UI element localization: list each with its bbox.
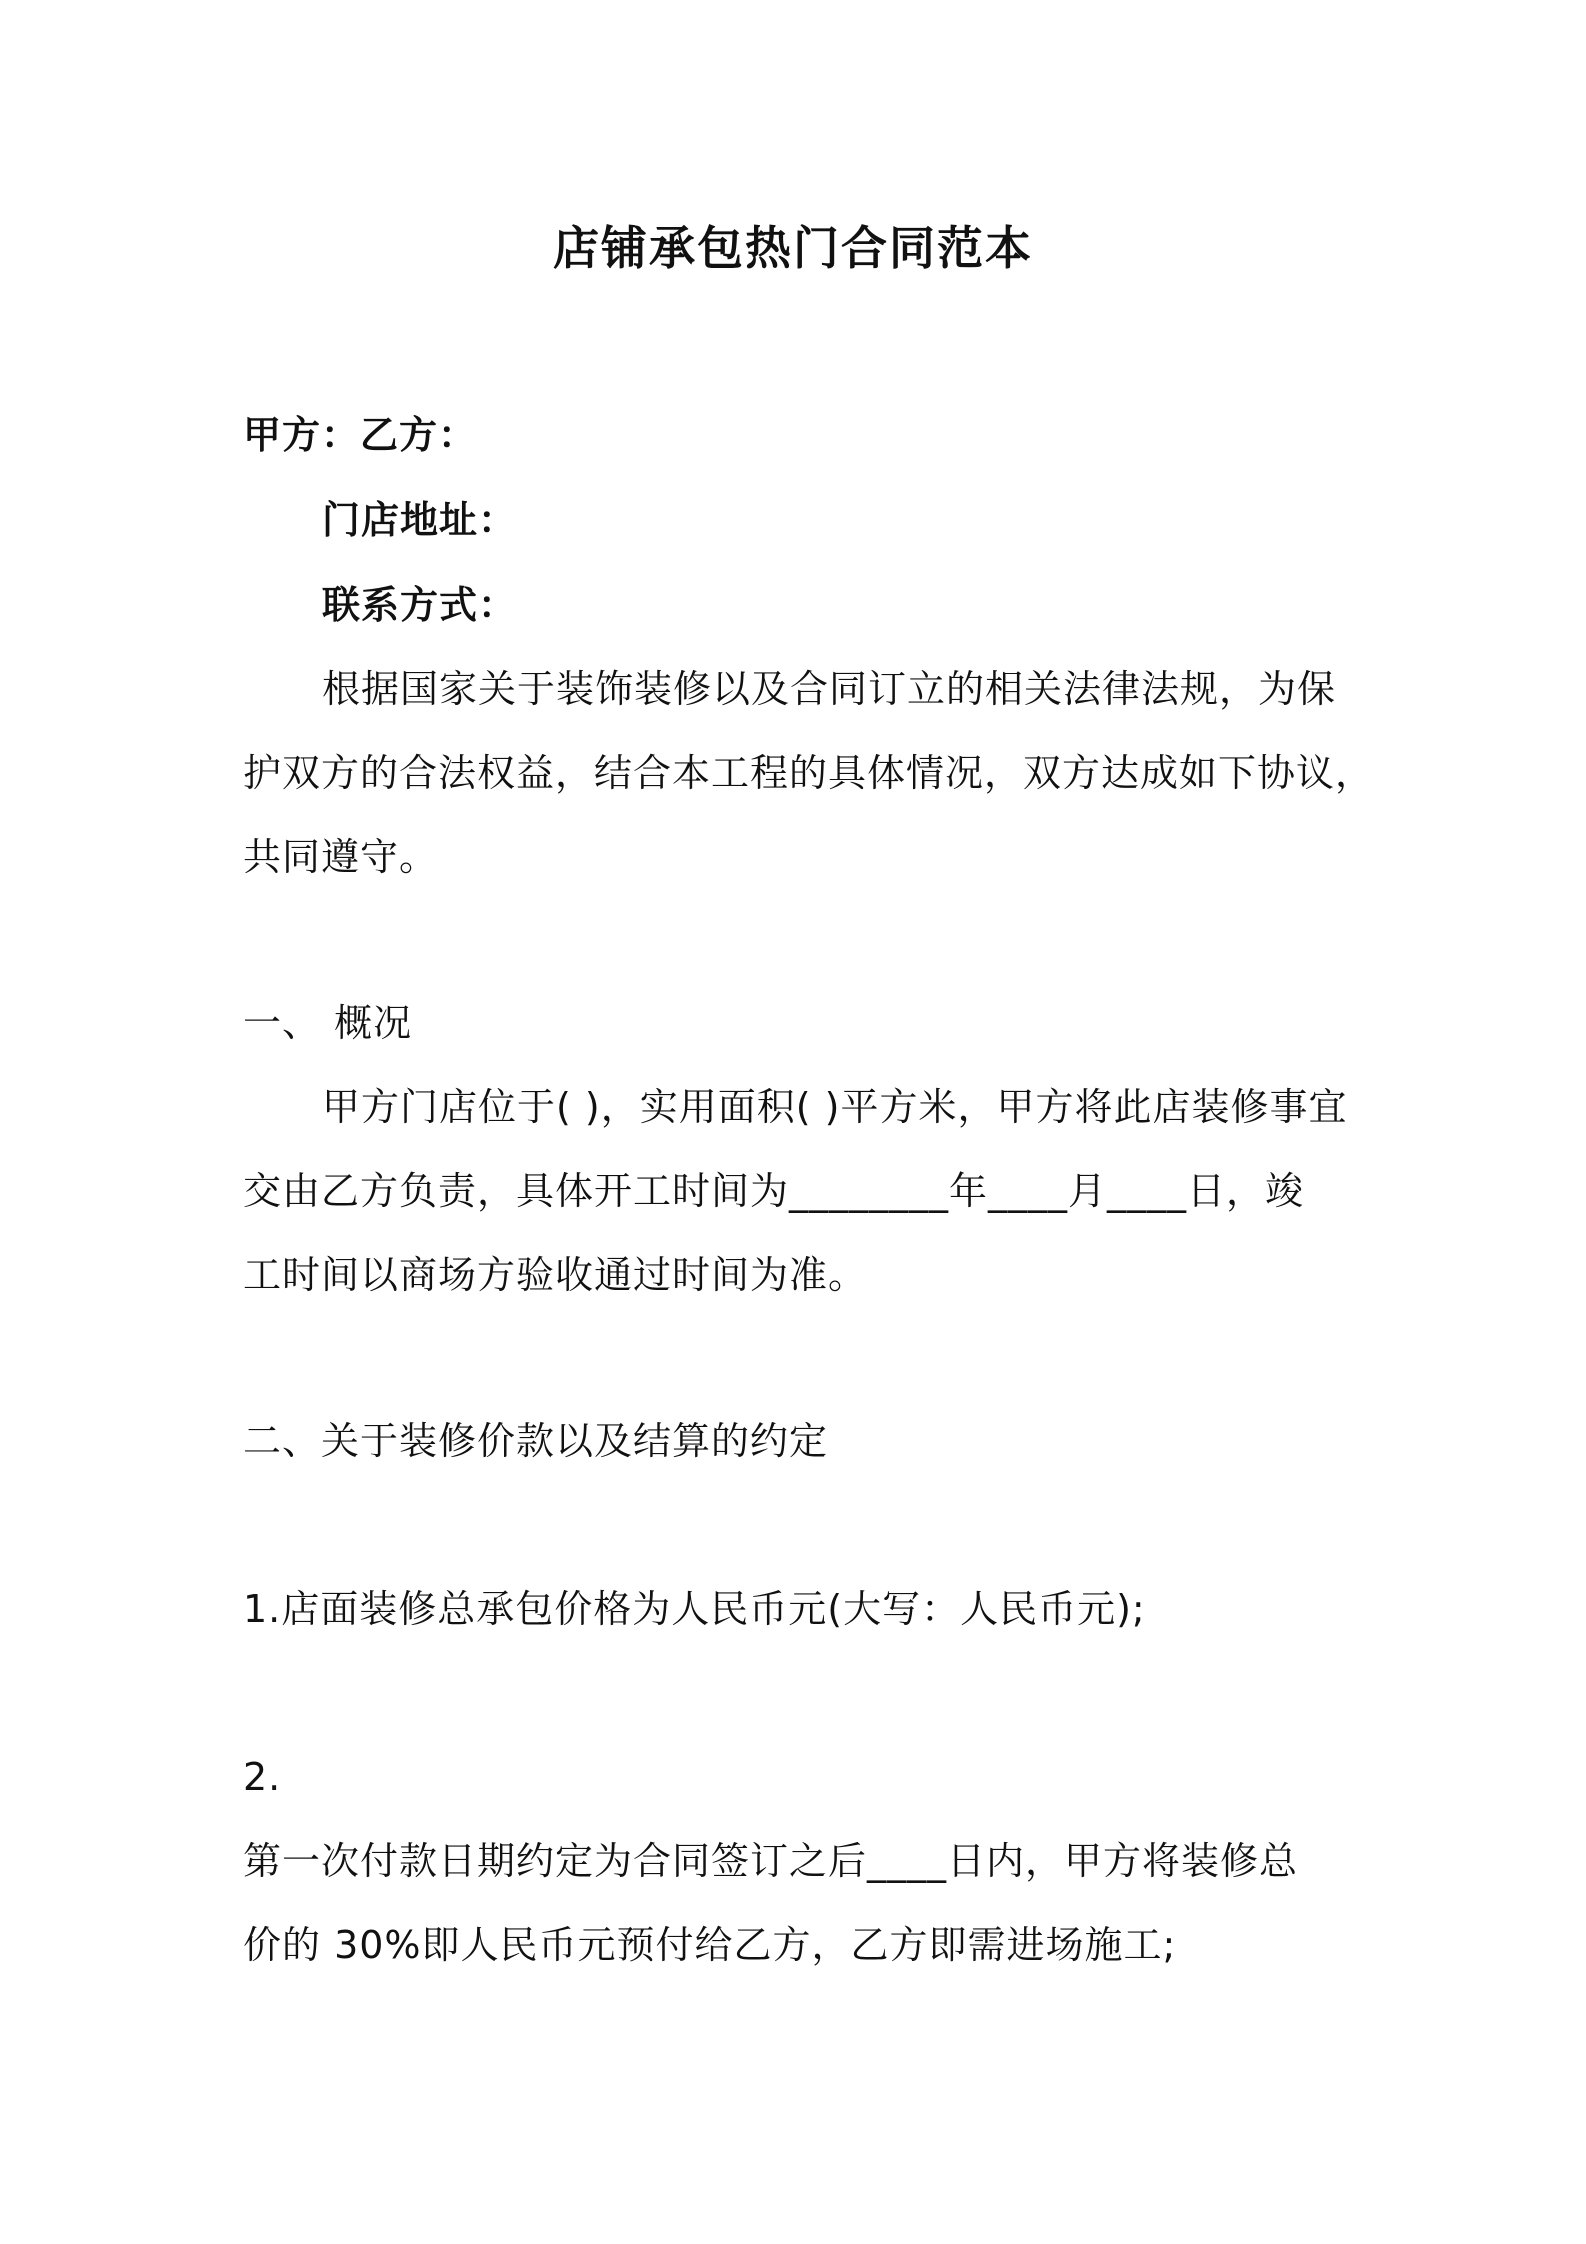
section2-item2-line-2: 价的 30%即人民币元预付给乙方，乙方即需进场施工; [243,1923,1177,1967]
section2-item2-number: 2. [243,1755,282,1799]
party-line: 甲方：乙方： [243,413,478,457]
intro-line-3: 共同遵守。 [243,835,439,879]
store-address-label: 门店地址： [322,498,518,542]
section1-line-1: 甲方门店位于( )，实用面积( )平方米，甲方将此店装修事宜 [322,1085,1348,1129]
intro-line-1: 根据国家关于装饰装修以及合同订立的相关法律法规，为保 [322,667,1337,711]
document-title: 店铺承包热门合同范本 [553,221,1033,275]
section2-item1: 1.店面装修总承包价格为人民币元(大写：人民币元); [243,1587,1146,1631]
section2-item2-line-1: 第一次付款日期约定为合同签订之后____日内，甲方将装修总 [243,1839,1299,1883]
section2-heading: 二、关于装修价款以及结算的约定 [243,1419,829,1463]
section1-line-2: 交由乙方负责，具体开工时间为________年____月____日，竣 [243,1169,1305,1213]
contact-label: 联系方式： [322,583,518,627]
section1-line-3: 工时间以商场方验收通过时间为准。 [243,1253,868,1297]
section1-heading: 一、 概况 [243,1001,413,1045]
intro-line-2: 护双方的合法权益，结合本工程的具体情况，双方达成如下协议， [243,751,1375,795]
